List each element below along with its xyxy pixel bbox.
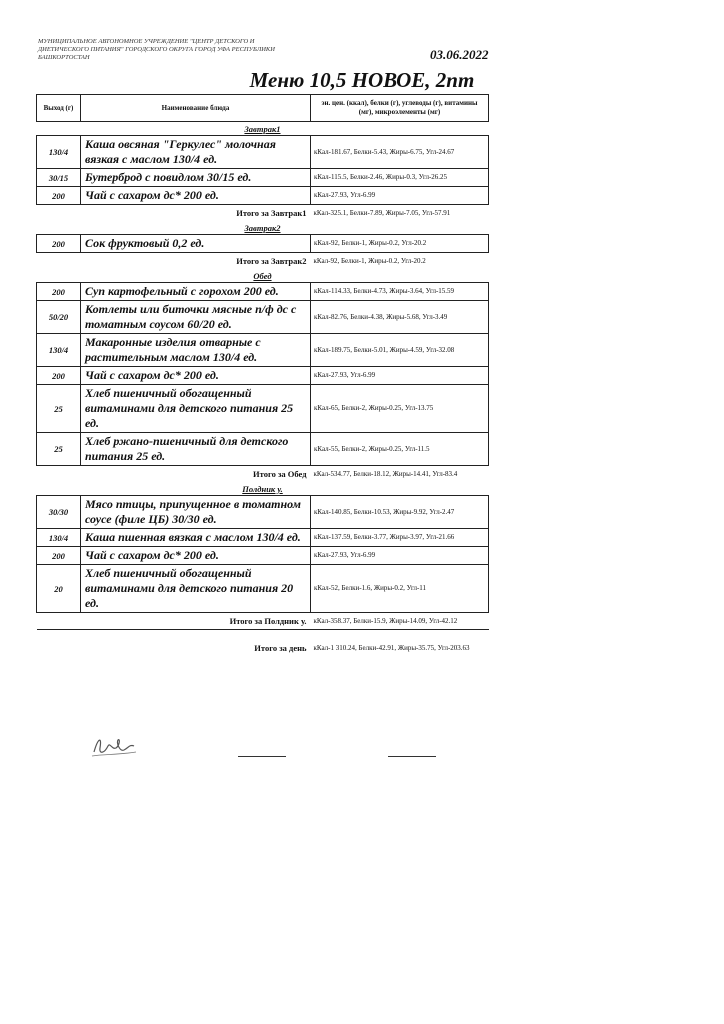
section-total-label: Итого за Завтрак2: [236, 256, 307, 266]
section-total-label: Итого за Завтрак1: [236, 208, 307, 218]
section-title: Обед: [253, 270, 272, 281]
document-date: 03.06.2022: [430, 47, 489, 62]
dish-row: [37, 433, 489, 466]
section-total-row: [37, 466, 489, 483]
dish-row: [37, 301, 489, 334]
section-total-row: [37, 205, 489, 222]
column-header-nutrition: эн. цен. (ккал), белки (г), углеводы (г), витамины (мг), микроэлементы (мг): [311, 95, 489, 122]
org-line: МУНИЦИПАЛЬНОЕ АВТОНОМНОЕ УЧРЕЖДЕНИЕ "ЦЕНТР ДЕТСКОГО И: [38, 38, 255, 45]
section-total-row: [37, 613, 489, 630]
dish-nutrition: кКал-55, Белки-2, Жиры-0.25, Угл-11.5: [311, 433, 489, 466]
section-title: Завтрак2: [244, 222, 281, 233]
dish-row: [37, 565, 489, 613]
dish-name: Хлеб ржано-пшеничный для детского питания 25 ед.: [81, 433, 311, 466]
dish-output: 50/20: [37, 301, 81, 334]
column-header-output: Выход (г): [37, 95, 81, 122]
dish-name: Чай с сахаром дс* 200 ед.: [81, 187, 311, 205]
dish-name: Котлеты или биточки мясные п/ф дс с томатным соусом 60/20 ед.: [81, 301, 311, 334]
dish-output: 200: [37, 235, 81, 253]
dish-output: 200: [37, 187, 81, 205]
page-title: Меню 10,5 НОВОЕ, 2пт: [249, 68, 475, 92]
dish-name: Хлеб пшеничный обогащенный витаминами для детского питания 25 ед.: [81, 385, 311, 433]
organization-name: [38, 38, 338, 62]
dish-output: 30/30: [37, 496, 81, 529]
dish-name: Сок фруктовый 0,2 ед.: [81, 235, 311, 253]
section-row: [37, 482, 489, 496]
org-line: ДИЕТИЧЕСКОГО ПИТАНИЯ" ГОРОДСКОГО ОКРУГА ГОРОД УФА РЕСПУБЛИКИ: [38, 46, 275, 53]
dish-nutrition: кКал-27.93, Угл-6.99: [311, 187, 489, 205]
dish-name: Макаронные изделия отварные с растительным маслом 130/4 ед.: [81, 334, 311, 367]
section-row: [37, 221, 489, 235]
dish-nutrition: кКал-189.75, Белки-5.01, Жиры-4.59, Угл-32.08: [311, 334, 489, 367]
day-total-label: Итого за день: [254, 643, 307, 653]
dish-row: [37, 385, 489, 433]
dish-row: [37, 187, 489, 205]
dish-row: [37, 529, 489, 547]
dish-row: [37, 136, 489, 169]
section-total-value: кКал-325.1, Белки-7.89, Жиры-7.05, Угл-57.91: [313, 208, 451, 217]
menu-body: [37, 95, 489, 663]
dish-nutrition: кКал-52, Белки-1.6, Жиры-0.2, Угл-11: [311, 565, 489, 613]
menu-table: [36, 94, 489, 662]
dish-name: Хлеб пшеничный обогащенный витаминами для детского питания 20 ед.: [81, 565, 311, 613]
dish-output: 130/4: [37, 529, 81, 547]
dish-row: [37, 169, 489, 187]
dish-output: 130/4: [37, 334, 81, 367]
dish-nutrition: кКал-137.59, Белки-3.77, Жиры-3.97, Угл-21.66: [311, 529, 489, 547]
dish-output: 20: [37, 565, 81, 613]
dish-nutrition: кКал-140.85, Белки-10.53, Жиры-9.92, Угл-2.47: [311, 496, 489, 529]
dish-nutrition: кКал-65, Белки-2, Жиры-0.25, Угл-13.75: [311, 385, 489, 433]
signature-line: [238, 756, 286, 757]
dish-nutrition: кКал-27.93, Угл-6.99: [311, 367, 489, 385]
dish-output: 25: [37, 385, 81, 433]
dish-name: Чай с сахаром дс* 200 ед.: [81, 367, 311, 385]
dish-output: 200: [37, 547, 81, 565]
section-total-value: кКал-358.37, Белки-15.9, Жиры-14.09, Угл-42.12: [313, 616, 458, 625]
header-row: [37, 95, 489, 122]
dish-nutrition: кКал-27.93, Угл-6.99: [311, 547, 489, 565]
dish-output: 200: [37, 283, 81, 301]
dish-nutrition: кКал-181.67, Белки-5.43, Жиры-6.75, Угл-24.67: [311, 136, 489, 169]
dish-output: 25: [37, 433, 81, 466]
dish-row: [37, 283, 489, 301]
dish-output: 30/15: [37, 169, 81, 187]
dish-nutrition: кКал-82.76, Белки-4.38, Жиры-5.68, Угл-3.49: [311, 301, 489, 334]
dish-output: 200: [37, 367, 81, 385]
org-line: БАШКОРТОСТАН: [38, 54, 90, 61]
column-header-name: Наименование блюда: [81, 95, 311, 122]
dish-name: Мясо птицы, припущенное в томатном соусе (филе ЦБ) 30/30 ед.: [81, 496, 311, 529]
section-total-label: Итого за Обед: [253, 469, 307, 479]
day-total-row: [37, 634, 489, 662]
section-row: [37, 269, 489, 283]
dish-name: Суп картофельный с горохом 200 ед.: [81, 283, 311, 301]
dish-row: [37, 235, 489, 253]
section-title: Полдник у.: [242, 483, 283, 494]
section-row: [37, 122, 489, 136]
dish-nutrition: кКал-115.5, Белки-2.46, Жиры-0.3, Угл-26.25: [311, 169, 489, 187]
section-title: Завтрак1: [244, 123, 281, 134]
dish-name: Бутерброд с повидлом 30/15 ед.: [81, 169, 311, 187]
dish-nutrition: кКал-114.33, Белки-4.73, Жиры-3.64, Угл-15.59: [311, 283, 489, 301]
dish-name: Чай с сахаром дс* 200 ед.: [81, 547, 311, 565]
signature-line: [388, 756, 436, 757]
section-total-value: кКал-92, Белки-1, Жиры-0.2, Угл-20.2: [313, 256, 426, 265]
dish-row: [37, 334, 489, 367]
section-total-label: Итого за Полдник у.: [229, 616, 307, 626]
dish-nutrition: кКал-92, Белки-1, Жиры-0.2, Угл-20.2: [311, 235, 489, 253]
day-total-value: кКал-1 310.24, Белки-42.91, Жиры-35.75, Угл-203.63: [313, 643, 470, 652]
dish-row: [37, 547, 489, 565]
dish-row: [37, 496, 489, 529]
section-total-row: [37, 253, 489, 270]
dish-name: Каша пшенная вязкая с маслом 130/4 ед.: [81, 529, 311, 547]
dish-output: 130/4: [37, 136, 81, 169]
section-total-value: кКал-534.77, Белки-18.12, Жиры-14.41, Угл-83.4: [313, 469, 458, 478]
signature: [90, 730, 138, 762]
dish-name: Каша овсяная "Геркулес" молочная вязкая с маслом 130/4 ед.: [81, 136, 311, 169]
dish-row: [37, 367, 489, 385]
